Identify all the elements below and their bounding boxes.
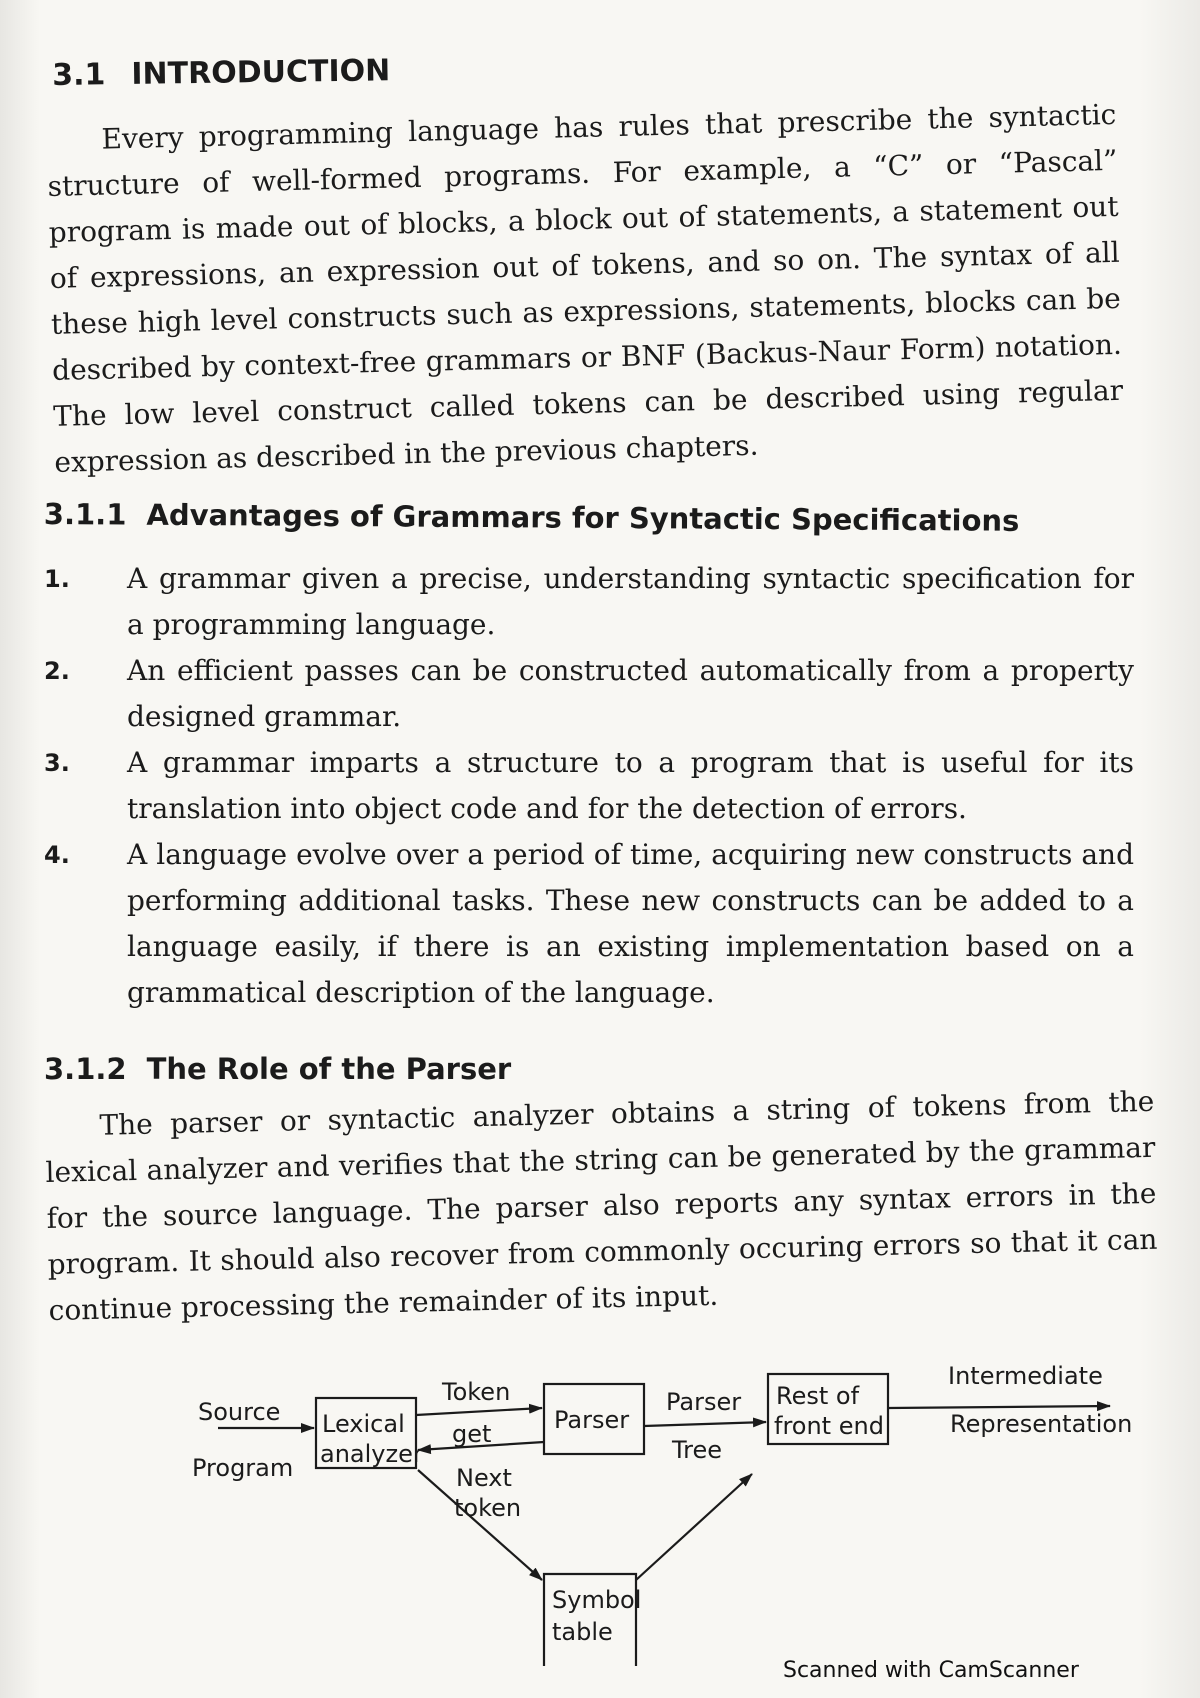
front-end-label: front end (774, 1412, 884, 1440)
subsection-title: Advantages of Grammars for Syntactic Specifications (146, 497, 1020, 538)
list-item-text: A grammar imparts a structure to a program that is useful for its translation into object code and for the detection of errors. (127, 746, 1134, 825)
program-label: Program (192, 1454, 294, 1482)
intro-paragraph (46, 92, 1125, 486)
lexical-label: Lexical (322, 1410, 405, 1438)
list-item-number: 4. (44, 841, 70, 869)
list-item (44, 832, 1134, 1016)
intermediate-label: Intermediate (948, 1362, 1103, 1390)
subsection-number: 3.1.2 (44, 1052, 127, 1086)
table-label: table (552, 1618, 613, 1646)
subsection-heading-advantages (44, 497, 1020, 538)
list-item-text: An efficient passes can be constructed automatically from a property designed grammar. (127, 654, 1134, 733)
parse-tree-arrow (644, 1422, 766, 1426)
get-label: get (452, 1420, 492, 1448)
list-item-text: A language evolve over a period of time, acquiring new constructs and performing additional tasks. These new constructs can be added to a language easily, if there is an existing implementation based on a grammatical description of the language. (127, 838, 1134, 1009)
token-label: Token (442, 1378, 511, 1406)
rest-of-label: Rest of (776, 1382, 860, 1410)
advantages-list (44, 556, 1134, 1016)
subsection-title: The Role of the Parser (146, 1052, 512, 1086)
section-title: INTRODUCTION (131, 53, 391, 92)
scanner-watermark: Scanned with CamScanner (783, 1658, 1079, 1683)
list-item (44, 556, 1134, 648)
subsection-heading-parser-role (44, 1052, 511, 1086)
section-number: 3.1 (52, 57, 106, 93)
list-item-number: 3. (44, 749, 70, 777)
parser-box-label: Parser (554, 1406, 630, 1434)
list-item (44, 740, 1134, 832)
tree-label: Tree (672, 1436, 723, 1464)
subsection-number: 3.1.1 (43, 497, 127, 532)
intro-paragraph-text: Every programming language has rules that prescribe the syntactic structure of well-formed programs. For example, a “C” or “Pascal” program is made out of blocks, a block out of statements, a statement out of expressions, an expression out of tokens, and so on. The syntax of all these high level constructs such as expressions, statements, blocks can be described by context-free grammars or BNF (Backus-Naur Form) notation. The low level construct called tokens can be described using regular expression as described in the previous chapters. (47, 97, 1124, 479)
next-label: Next (456, 1464, 512, 1492)
list-item-text: A grammar given a precise, understanding syntactic specification for a programming language. (127, 562, 1134, 641)
parser-role-paragraph-text: The parser or syntactic analyzer obtains a string of tokens from the lexical analyzer and verifies that the string can be generated by the grammar for the source language. The parser also reports any syntax errors in the program. It should also recover from commonly occuring errors so that it can continue processing the remainder of its input. (45, 1084, 1158, 1327)
list-item-number: 2. (44, 657, 70, 685)
parser-arrow-label: Parser (666, 1388, 742, 1416)
token-label-2: token (454, 1494, 522, 1522)
parser-role-paragraph (44, 1079, 1159, 1334)
intermediate-representation-arrow (888, 1406, 1110, 1408)
list-item-number: 1. (44, 565, 70, 593)
representation-label: Representation (950, 1410, 1133, 1438)
token-arrow (416, 1408, 542, 1415)
symbol-label: Symbol (552, 1586, 642, 1614)
parser-diagram (190, 1362, 1133, 1670)
source-label: Source (198, 1398, 281, 1426)
section-heading (52, 53, 390, 93)
symbol-table-front-end-arrow (636, 1474, 752, 1580)
analyzer-label: analyzer (320, 1440, 423, 1468)
list-item (44, 648, 1134, 740)
